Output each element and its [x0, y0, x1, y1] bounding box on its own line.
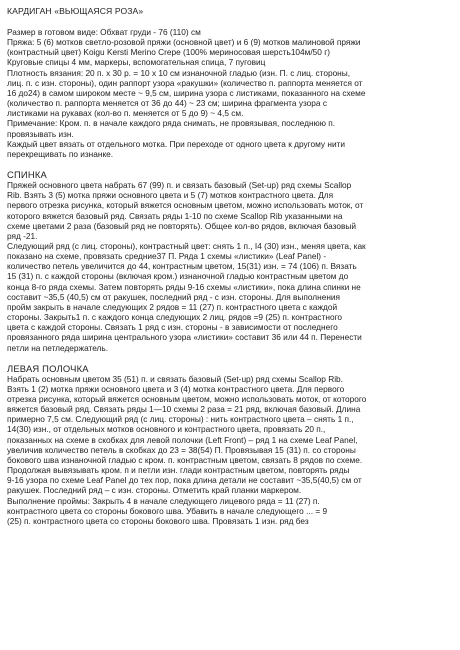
section-heading: ЛЕВАЯ ПОЛОЧКА	[7, 362, 89, 374]
section-line: стороны. Закрыть1 п. с каждого конца следующих 2 лиц. рядов =9 (25) п. контрастного	[7, 312, 343, 323]
intro-line: Примечание: Кром. п. в начале каждого ряда снимать, не провязывая, последнюю п.	[7, 118, 336, 129]
section-line: составит ~35,5 (40,5) см от ракушек, последний ряд - с изн. стороны. Для выполнения	[7, 291, 341, 302]
section-line: схеме цветами 2 раза (базовый ряд не повторять). Общее кол-во рядов, включая базовый	[7, 220, 357, 231]
section-line: показано на схеме, провязать средние37 П. Ряда 1 схемы «листики» (Leaf Panel) -	[7, 251, 327, 262]
section-line: Продолжая вывязывать кром. п и петли изн. глади контрастным цветом, повторять ряды	[7, 465, 350, 476]
section-left-front	[7, 363, 455, 526]
section-line: 9-16 узора по схеме Leaf Panel до тех пор, пока длина детали не составит ~35,5(40,5) см от	[7, 475, 362, 486]
intro-line: провязывать изн.	[7, 128, 74, 139]
section-line: 14(30) изн., от отдельных мотков основного и контрастного цвета, провязать 20 п.,	[7, 424, 326, 435]
section-line: 15 (31) п. с каждой стороны (включая кром.) изнаночной гладью контрастным цветом до	[7, 271, 349, 282]
section-line: контрастного цвета со стороны бокового шва. Убавить в начале следующего ... = 9	[7, 505, 328, 516]
section-line: Следующий ряд (с лиц. стороны), контрастный цвет: снять 1 п., I4 (30) изн., меняя цвета, как	[7, 240, 366, 251]
section-line: Взять 1 (2) мотка пряжи основного цвета и 3 (4) мотка контрастного цвета. Для первого	[7, 383, 345, 394]
section-back	[7, 169, 455, 353]
section-heading: СПИНКА	[7, 169, 47, 181]
intro-line: Размер в готовом виде: Обхват груди - 76 (110) см	[7, 27, 201, 37]
section-line: ряд -21.	[7, 230, 38, 241]
section-line: ракушек. Последний ряд – с изн. стороны. Отметить край планки маркером.	[7, 485, 302, 496]
section-line: Rib. Взять 3 (5) мотка пряжи основного цвета и 5 (7) мотков контрастного цвета. Для	[7, 190, 334, 201]
intro-line: 16 до24) в самом широком месте ~ 9,5 см, ширина узора с листиками, показанного на схеме	[7, 87, 366, 98]
section-line: бокового шва изнаночной гладью с кром. п. контрастным цветом, связать 8 рядов по схеме.	[7, 454, 363, 465]
section-line: показанных на схеме в скобках для левой полочки (Left Front) – ряд 1 на схеме Leaf Panel,	[7, 434, 358, 445]
intro-line: перекрещивать по изнанке.	[7, 148, 114, 159]
section-line: Пряжей основного цвета набрать 67 (99) п. и связать базовый (Set-up) ряд схемы Scallop	[7, 180, 352, 191]
section-line: первого отрезка рисунка, который вяжется основным цветом, можно использовать моток, от	[7, 200, 364, 211]
section-line: которого вяжется базовый ряд. Связать ряды 1-10 по схеме Scallop Rib указанными на	[7, 210, 343, 221]
section-line: примерно 7,5 см. Следующий ряд (с лиц. стороны) : нить контрастного цвета – снять 1 п.,	[7, 414, 354, 425]
intro-line: лиц. п. с изн. стороны), один раппорт узора «ракушки» (количество п. раппорта меняется от	[7, 77, 363, 88]
section-line: петли на петледержатель.	[7, 342, 109, 353]
intro-line: Плотность вязания: 20 п. х 30 р. = 10 х 10 см изнаночной гладью (изн. П. с лиц. стороны,	[7, 67, 351, 78]
intro-line: листиками на рукавах (кол-во п. меняется от 5 до 9) ~ 4,5 см.	[7, 108, 244, 119]
section-line: (25) п. контрастного цвета со стороны бокового шва. Провязать 1 изн. ряд без	[7, 515, 309, 526]
section-line: Набрать основным цветом 35 (51) п. и связать базовый (Set-up) ряд схемы Scallop Rib.	[7, 373, 343, 384]
section-line: Выполнение проймы: Закрыть 4 в начале следующего лицевого ряда = 11 (27) п.	[7, 495, 320, 506]
intro-line: Пряжа: 5 (6) мотков светло-розовой пряжи (основной цвет) и 6 (9) мотков малиновой пряжи	[7, 37, 361, 48]
section-line: вяжется базовый ряд. Связать ряды 1—10 схемы 2 раза = 21 ряд, включая базовый. Длина	[7, 404, 361, 415]
section-line: количество петель увеличится до 44, контрастным цветом, 15(31) изн. = 74 (106) п. Вязать	[7, 261, 357, 272]
section-line: увеличив количество петель в скобках до 23 = 38(54) П. Провязывая 15 (31) п. со стороны	[7, 444, 356, 455]
intro-line: (количество п. раппорта меняется от 36 до 44) ~ 23 см; ширина фрагмента узора с	[7, 98, 327, 109]
section-line: провязанного ряда ширина центрального узора «листики» составит 36 или 44 п. Перенести	[7, 332, 362, 343]
document-title: КАРДИГАН «ВЬЮЩАЯСЯ РОЗА»	[7, 6, 144, 16]
intro-line: (контрастный цвет) Koigu Kersti Merino Crepe (100% мериносовая шерсть104м/50 г)	[7, 47, 330, 58]
intro-line: Каждый цвет вязать от отдельного мотка. При переходе от одного цвета к другому нити	[7, 138, 346, 149]
section-line: цвета с каждой стороны. Связать 1 ряд с изн. стороны - в зависимости от последнего	[7, 322, 338, 333]
section-line: пройм закрыть в начале следующих 2 рядов = 11 (27) п. контрастного цвета с каждой	[7, 301, 338, 312]
section-line: конца 8-го ряда схемы. Затем повторять ряды 9-16 схемы «листики», пока длина спинки не	[7, 281, 361, 292]
intro-block	[7, 27, 455, 159]
document-page	[7, 6, 455, 526]
intro-line: Круговые спицы 4 мм, маркеры, вспомогательная спица, 7 пуговиц	[7, 57, 266, 68]
section-line: отрезка рисунка, который вяжется основным цветом, можно использовать моток, от которого	[7, 394, 367, 404]
